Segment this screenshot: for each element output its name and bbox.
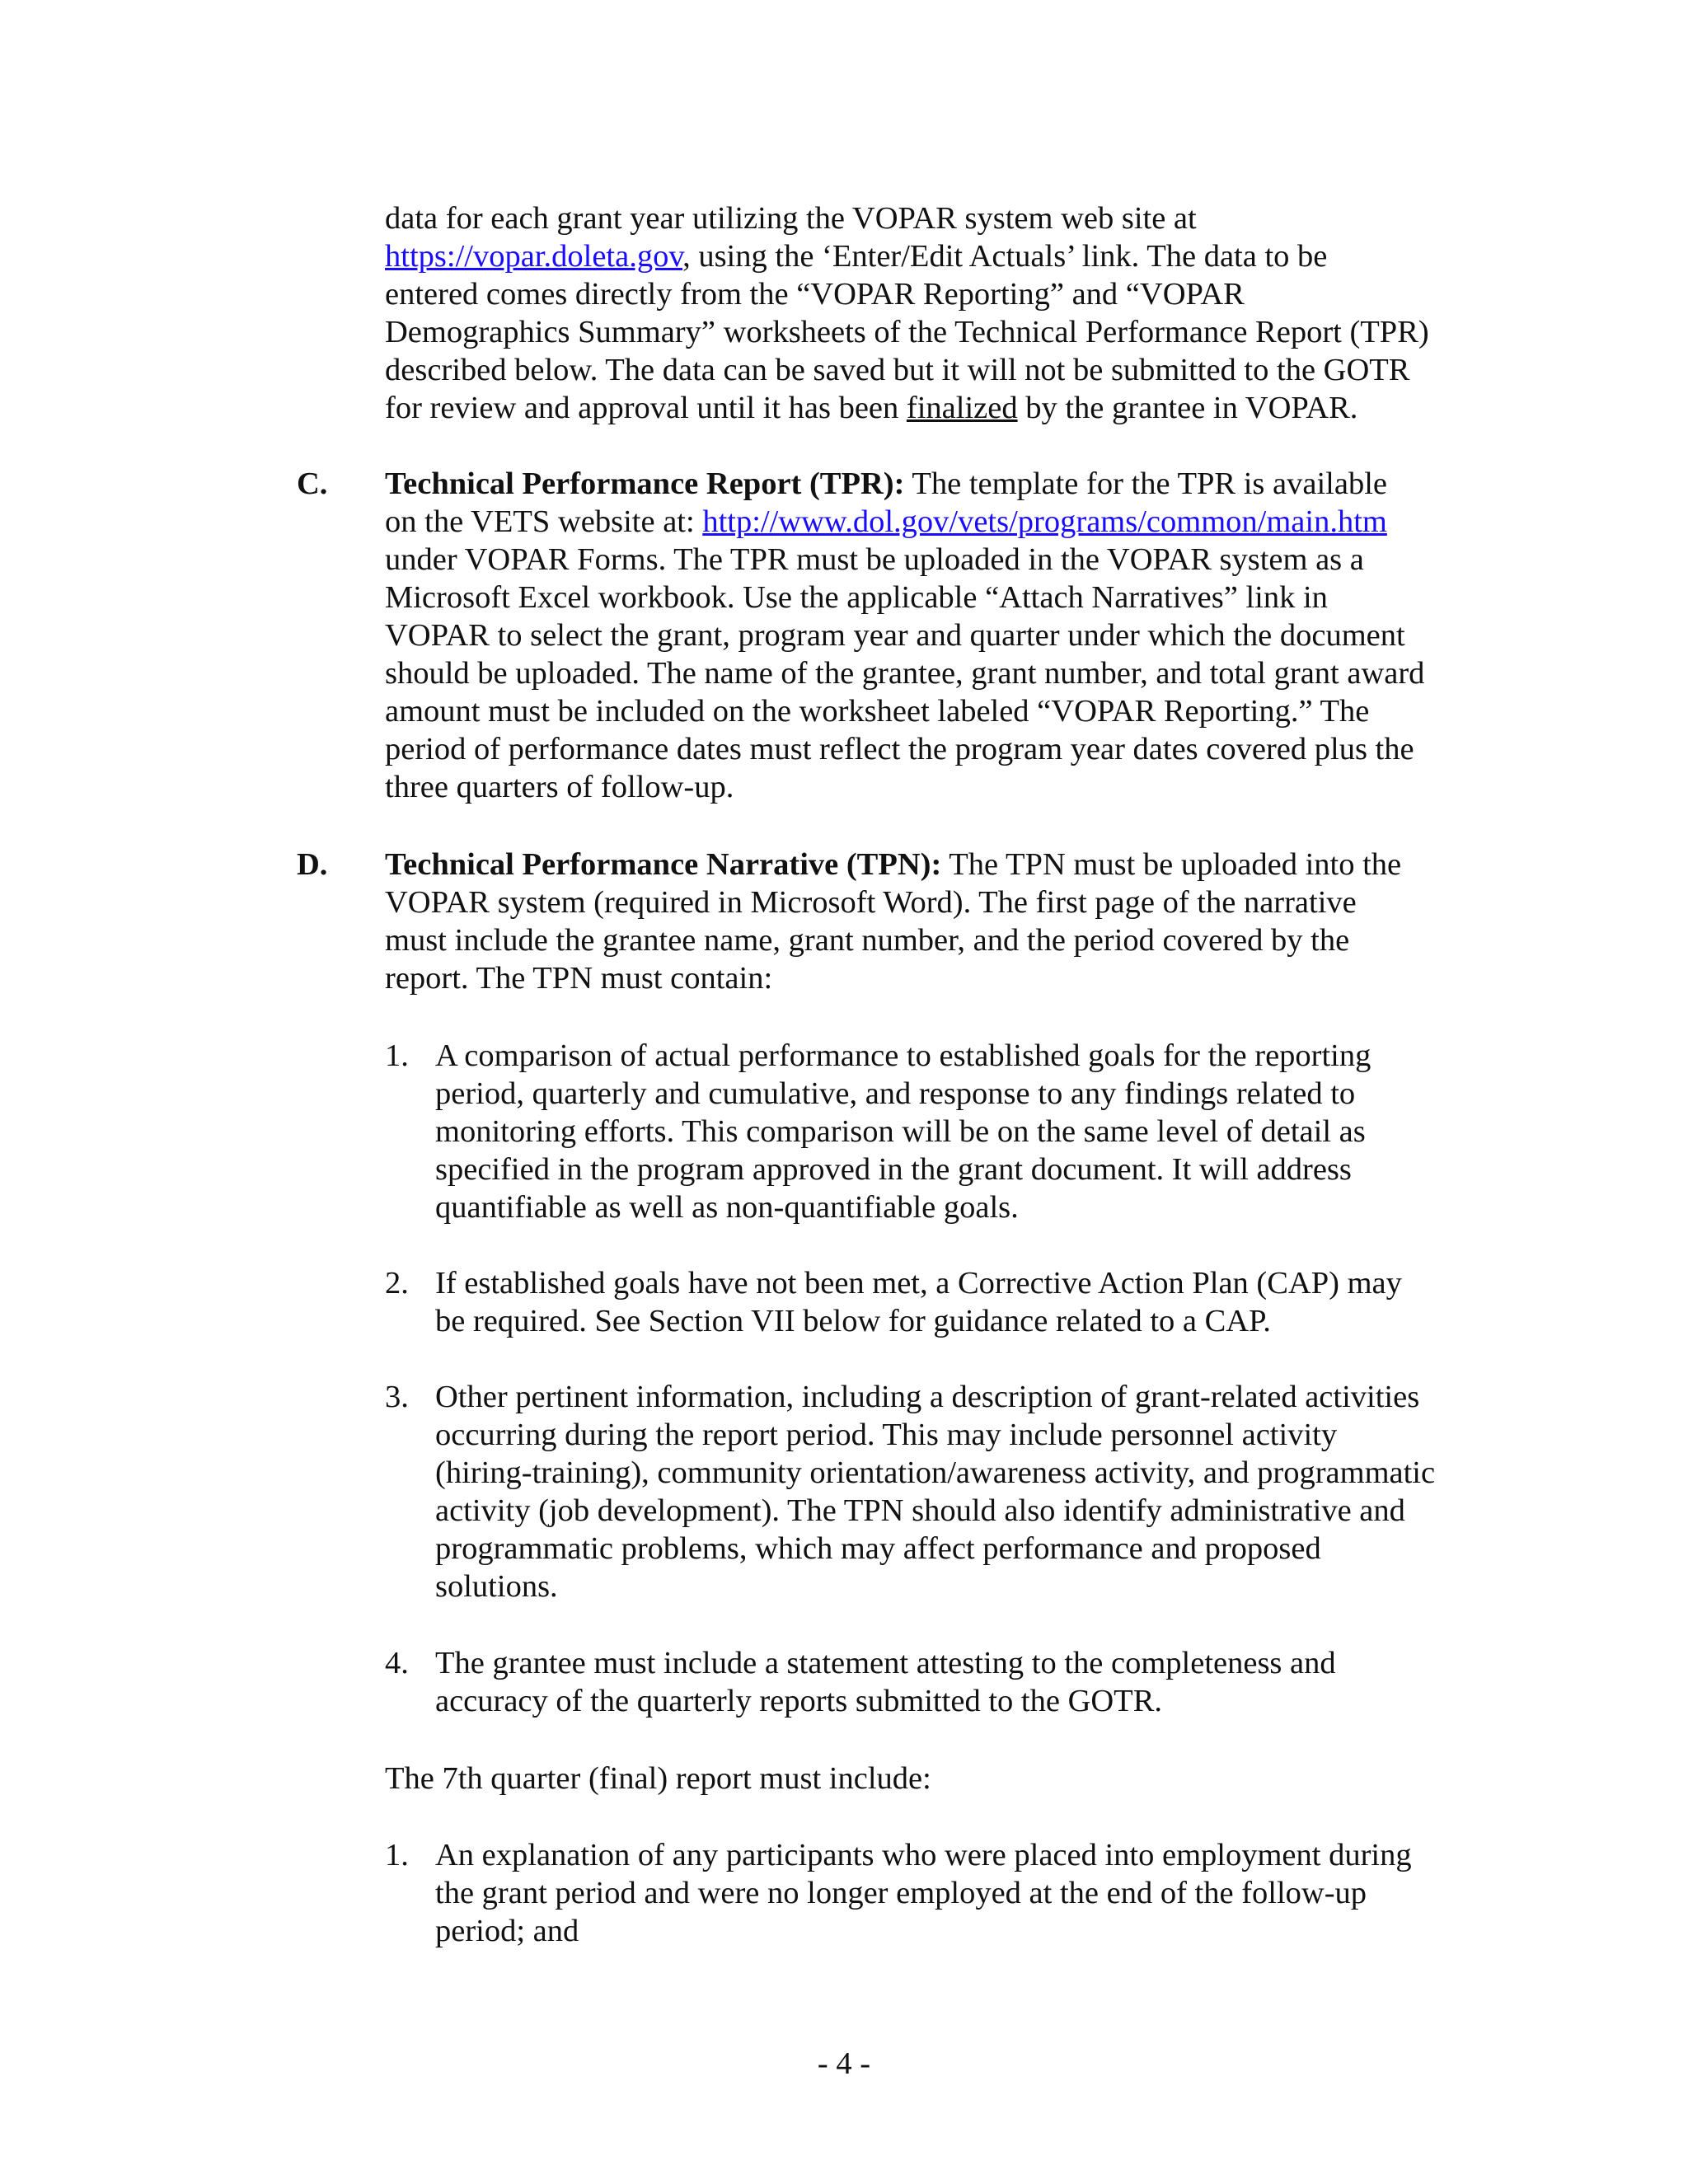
list-item-line: programmatic problems, which may affect performance and proposed [435,1531,1321,1566]
list-item [435,1037,1507,1226]
list-item-number: 2. [385,1266,409,1301]
list-item-number: 1. [385,1038,409,1073]
section-c-heading: Technical Performance Report (TPR): [385,466,905,501]
list-item [435,1378,1507,1605]
section-d-line: VOPAR system (required in Microsoft Word). The first page of the narrative [385,885,1357,920]
list-item-line: accuracy of the quarterly reports submitted to the GOTR. [435,1684,1163,1718]
vopar-link[interactable]: https://vopar.doleta.gov [385,239,683,274]
intro-line: data for each grant year utilizing the VOPAR system web site at [385,201,1197,236]
section-c-line: period of performance dates must reflect the program year dates covered plus the [385,732,1414,766]
list-item [435,1264,1507,1340]
list-item-line: If established goals have not been met, a Corrective Action Plan (CAP) may [435,1266,1402,1301]
list-item-line: occurring during the report period. This may include personnel activity [435,1418,1338,1452]
list-item-line: A comparison of actual performance to established goals for the reporting [435,1038,1372,1073]
section-c-paragraph [385,465,1489,806]
list-item-line: activity (job development). The TPN should also identify administrative and [435,1493,1405,1528]
list-item-line: An explanation of any participants who were placed into employment during [435,1838,1412,1872]
section-c-line: Microsoft Excel workbook. Use the applicable “Attach Narratives” link in [385,580,1328,615]
list-item [435,1836,1507,1950]
list-item-line: specified in the program approved in the grant document. It will address [435,1152,1352,1187]
section-d-line: report. The TPN must contain: [385,961,773,996]
list-item-line: period, quarterly and cumulative, and response to any findings related to [435,1076,1356,1111]
section-c-line: under VOPAR Forms. The TPR must be uploaded in the VOPAR system as a [385,542,1364,577]
page-number: - 4 - [817,2046,871,2081]
final-report-intro: The 7th quarter (final) report must include: [385,1761,931,1796]
list-item-number: 3. [385,1380,409,1414]
section-d-heading: Technical Performance Narrative (TPN): [385,847,942,882]
list-item-line: (hiring-training), community orientation/awareness activity, and programmatic [435,1455,1436,1490]
section-c-line [385,503,1489,541]
list-item-line: monitoring efforts. This comparison will be on the same level of detail as [435,1114,1366,1149]
list-item-line: Other pertinent information, including a description of grant-related activities [435,1380,1420,1414]
intro-line-text: by the grantee in VOPAR. [1017,391,1358,425]
section-c-line: three quarters of follow-up. [385,770,734,804]
section-d-letter: D. [297,847,328,882]
finalized-word: finalized [906,391,1018,425]
section-d-line [385,846,1489,883]
intro-line: Demographics Summary” worksheets of the Technical Performance Report (TPR) [385,315,1429,349]
list-item-line: solutions. [435,1569,558,1604]
list-item-line: quantifiable as well as non-quantifiable goals. [435,1190,1019,1225]
intro-line-text: for review and approval until it has been [385,391,907,425]
section-c-line: VOPAR to select the grant, program year and quarter under which the document [385,618,1405,653]
intro-line [385,237,1489,275]
section-d-line-text: The TPN must be uploaded into the [941,847,1402,882]
list-item-line: The grantee must include a statement attesting to the completeness and [435,1646,1336,1680]
section-d-line: must include the grantee name, grant number, and the period covered by the [385,923,1350,958]
section-d-paragraph [385,846,1489,997]
intro-line: described below. The data can be saved but it will not be submitted to the GOTR [385,353,1410,387]
list-item-line: be required. See Section VII below for guidance related to a CAP. [435,1304,1271,1338]
list-item-line: the grant period and were no longer employed at the end of the follow-up [435,1876,1367,1910]
intro-line [385,389,1489,427]
section-c-letter: C. [297,466,328,501]
section-c-line-text: The template for the TPR is available [904,466,1387,501]
intro-line-text: , using the ‘Enter/Edit Actuals’ link. The data to be [682,239,1328,274]
list-item-number: 1. [385,1838,409,1872]
list-item-number: 4. [385,1646,409,1680]
intro-line: entered comes directly from the “VOPAR Reporting” and “VOPAR [385,277,1245,312]
section-c-line-text: on the VETS website at: [385,504,703,539]
section-c-line [385,465,1489,503]
section-c-line: amount must be included on the worksheet labeled “VOPAR Reporting.” The [385,694,1370,729]
list-item-line: period; and [435,1914,579,1948]
vets-website-link[interactable]: http://www.dol.gov/vets/programs/common/main.htm [702,504,1387,539]
section-c-line: should be uploaded. The name of the grantee, grant number, and total grant award [385,656,1425,691]
list-item [435,1644,1507,1720]
intro-paragraph [385,199,1489,427]
